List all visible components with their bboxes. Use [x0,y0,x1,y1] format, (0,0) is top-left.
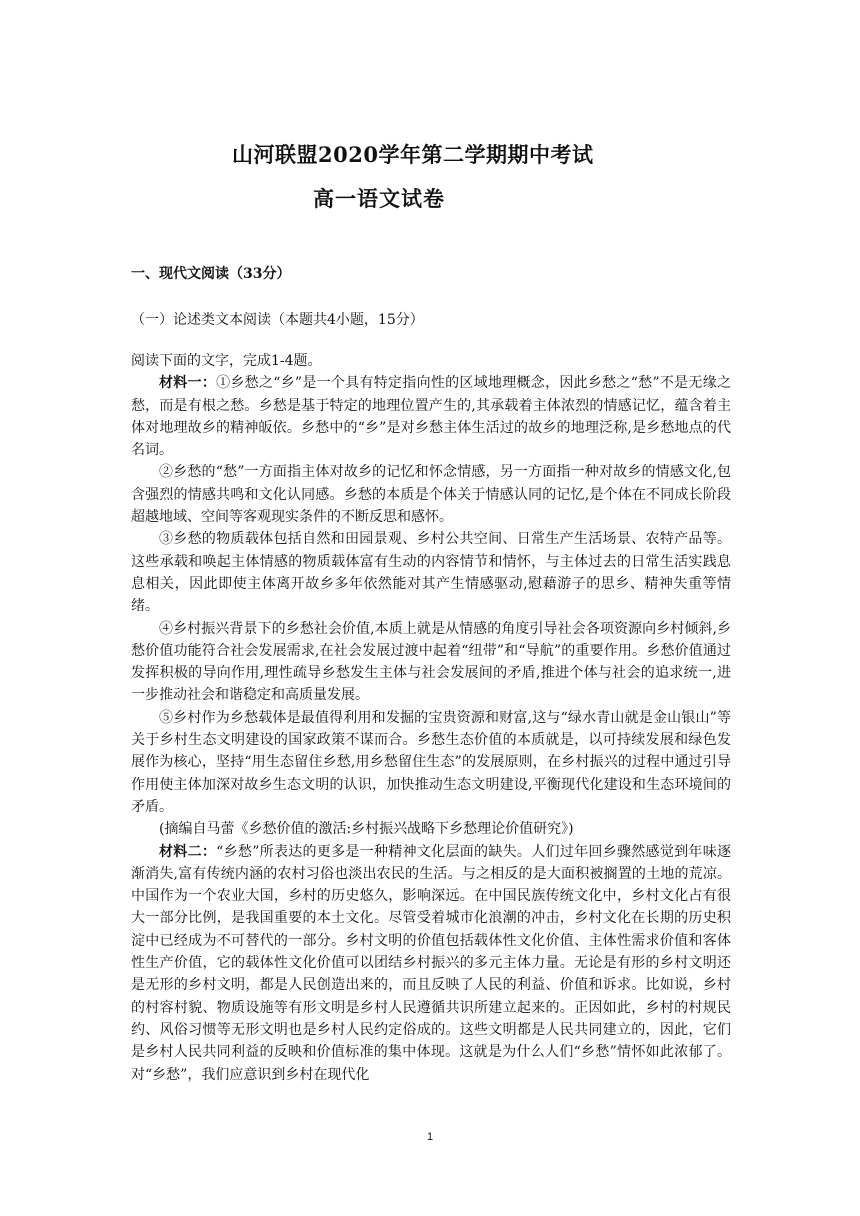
subsection-heading: （一）论述类文本阅读（本题共4小题，15分） [131,312,424,328]
exam-subtitle: 高一语文试卷 [313,186,445,211]
material1-paragraph-1 [131,372,731,461]
material1-label: 材料一： [159,375,217,392]
material1-paragraph-3: ③乡愁的物质载体包括自然和田园景观、乡村公共空间、日常生产生活场景、农特产品等。这些承载和唤起主体情感的物质载体富有生动的内容情节和情怀，与主体过去的日常生活实践息息相关，因此即使主体离开故乡多年依然能对其产生情感驱动,慰藉游子的思乡、精神失重等情绪。 [131,531,731,615]
page-number: 1 [426,1131,434,1143]
material2-label: 材料二： [159,843,217,860]
material1-paragraph-1-text: ①乡愁之“乡”是一个具有特定指向性的区域地理概念，因此乡愁之“愁”不是无缘之愁，而是有根之愁。乡愁是基于特定的地理位置产生的,其承载着主体浓烈的情感记忆，蕴含着主体对地理故乡的精神皈依。乡愁中的“乡”是对乡愁主体生活过的故乡的地理泛称,是乡愁地点的代名词。 [131,375,731,459]
material1-paragraph-4: ④乡村振兴背景下的乡愁社会价值,本质上就是从情感的角度引导社会各项资源向乡村倾斜,乡愁价值功能符合社会发展需求,在社会发展过渡中起着“纽带”和“导航”的重要作用。乡愁价值通过发挥积极的导向作用,理性疏导乡愁发生主体与社会发展间的矛盾,推进个体与社会的追求统一,进一步推动社会和谐稳定和高质量发展。 [131,620,731,704]
material2-paragraph [131,841,731,1086]
material2-paragraph-text: “乡愁”所表达的更多是一种精神文化层面的缺失。人们过年回乡骤然感觉到年味逐渐消失,富有传统内涵的农村习俗也淡出农民的生活。与之相反的是大面积被搁置的土地的荒凉。中国作为一个农业大国，乡村的历史悠久，影响深远。在中国民族传统文化中，乡村文化占有很大一部分比例，是我国重要的本土文化。尽管受着城市化浪潮的冲击，乡村文化在长期的历史积淀中已经成为不可替代的一部分。乡村文明的价值包括载体性文化价值、主体性需求价值和客体性生产价值，它的载体性文化价值可以团结乡村振兴的多元主体力量。无论是有形的乡村文明还是无形的乡村文明，都是人民创造出来的，而且反映了人民的利益、价值和诉求。比如说，乡村的村容村貌、物质设施等有形文明是乡村人民遵循共识所建立起来的。正因如此，乡村的村规民约、风俗习惯等无形文明也是乡村人民约定俗成的。这些文明都是人民共同建立的，因此，它们是乡村人民共同利益的反映和价值标准的集中体现。这就是为什么人们“乡愁”情怀如此浓郁了。对“乡愁”，我们应意识到乡村在现代化 [131,843,732,1083]
material1-paragraph-5: ⑤乡村作为乡愁载体是最值得利用和发掘的宝贵资源和财富,这与“绿水青山就是金山银山”等关于乡村生态文明建设的国家政策不谋而合。乡愁生态价值的本质就是，以可持续发展和绿色发展作为核心，坚持“用生态留住乡愁,用乡愁留住生态”的发展原则，在乡村振兴的过程中通过引导作用使主体加深对故乡生态文明的认识，加快推动生态文明建设,平衡现代化建设和生态环境间的矛盾。 [131,709,731,815]
material1-citation: (摘编自马蕾《乡愁价值的激活:乡村振兴战略下乡愁理论价值研究》) [159,821,574,838]
section-heading: 一、现代文阅读（33分） [131,266,291,282]
exam-title: 山河联盟2020学年第二学期期中考试 [232,142,594,167]
instruction-text: 阅读下面的文字，完成1-4题。 [131,353,322,369]
material1-paragraph-2: ②乡愁的“愁”一方面指主体对故乡的记忆和怀念情感，另一方面指一种对故乡的情感文化,包含强烈的情感共鸣和文化认同感。乡愁的本质是个体关于情感认同的记忆,是个体在不同成长阶段超越地域、空间等客观现实条件的不断反思和感怀。 [131,464,731,526]
reading-passage [131,350,731,1086]
